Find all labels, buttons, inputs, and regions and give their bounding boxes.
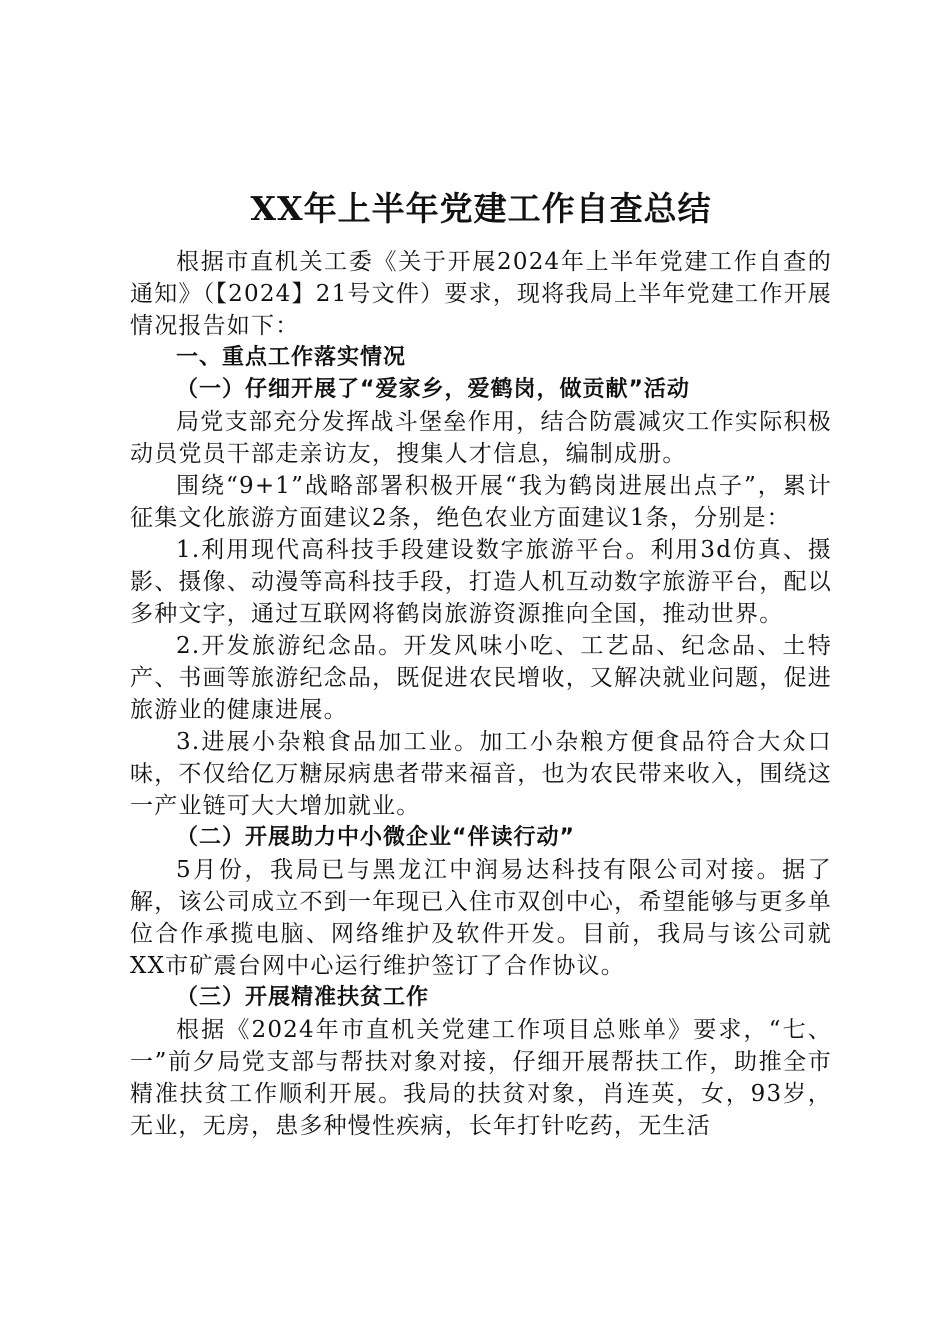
intro-paragraph: 根据市直机关工委《关于开展2024年上半年党建工作自查的通知》（【2024】21号文件）要求，现将我局上半年党建工作开展情况报告如下： <box>130 249 832 339</box>
list-item-paragraph: 1.利用现代高科技手段建设数字旅游平台。利用3d仿真、摄影、摄像、动漫等高科技手段，打造人机互动数字旅游平台，配以多种文字，通过互联网将鹤岗旅游资源推向全国，推动世界。 <box>130 537 832 627</box>
subsection-heading-2: （二）开展助力中小微企业“伴读行动” <box>176 825 575 850</box>
section-heading-1: 一、重点工作落实情况 <box>176 345 407 370</box>
paragraph: 围绕“9+1”战略部署积极开展“我为鹤岗进展出点子”，累计征集文化旅游方面建议2条，绝色农业方面建议1条，分别是： <box>130 473 832 531</box>
document-body <box>130 246 832 1142</box>
list-item-paragraph: 3.进展小杂粮食品加工业。加工小杂粮方便食品符合大众口味，不仅给亿万糖尿病患者带来福音，也为农民带来收入，围绕这一产业链可大大增加就业。 <box>130 729 832 819</box>
subsection-heading-1: （一）仔细开展了“爱家乡，爱鹤岗，做贡献”活动 <box>176 377 690 402</box>
paragraph: 根据《2024年市直机关党建工作项目总账单》要求，“七、一”前夕局党支部与帮扶对象对接，仔细开展帮扶工作，助推全市精准扶贫工作顺利开展。我局的扶贫对象，肖连英，女，93岁，无业，无房，患多种慢性疾病，长年打针吃药，无生活 <box>130 1017 832 1139</box>
document-title: XX年上半年党建工作自查总结 <box>250 189 712 228</box>
paragraph: 局党支部充分发挥战斗堡垒作用，结合防震减灾工作实际积极动员党员干部走亲访友，搜集人才信息，编制成册。 <box>130 409 832 467</box>
list-item-paragraph: 2.开发旅游纪念品。开发风味小吃、工艺品、纪念品、土特产、书画等旅游纪念品，既促进农民增收，又解决就业问题，促进旅游业的健康进展。 <box>130 633 832 723</box>
paragraph: 5月份，我局已与黑龙江中润易达科技有限公司对接。据了解，该公司成立不到一年现已入住市双创中心，希望能够与更多单位合作承揽电脑、网络维护及软件开发。目前，我局与该公司就XX市矿震台网中心运行维护签订了合作协议。 <box>130 857 832 979</box>
subsection-heading-3: （三）开展精准扶贫工作 <box>176 985 430 1010</box>
